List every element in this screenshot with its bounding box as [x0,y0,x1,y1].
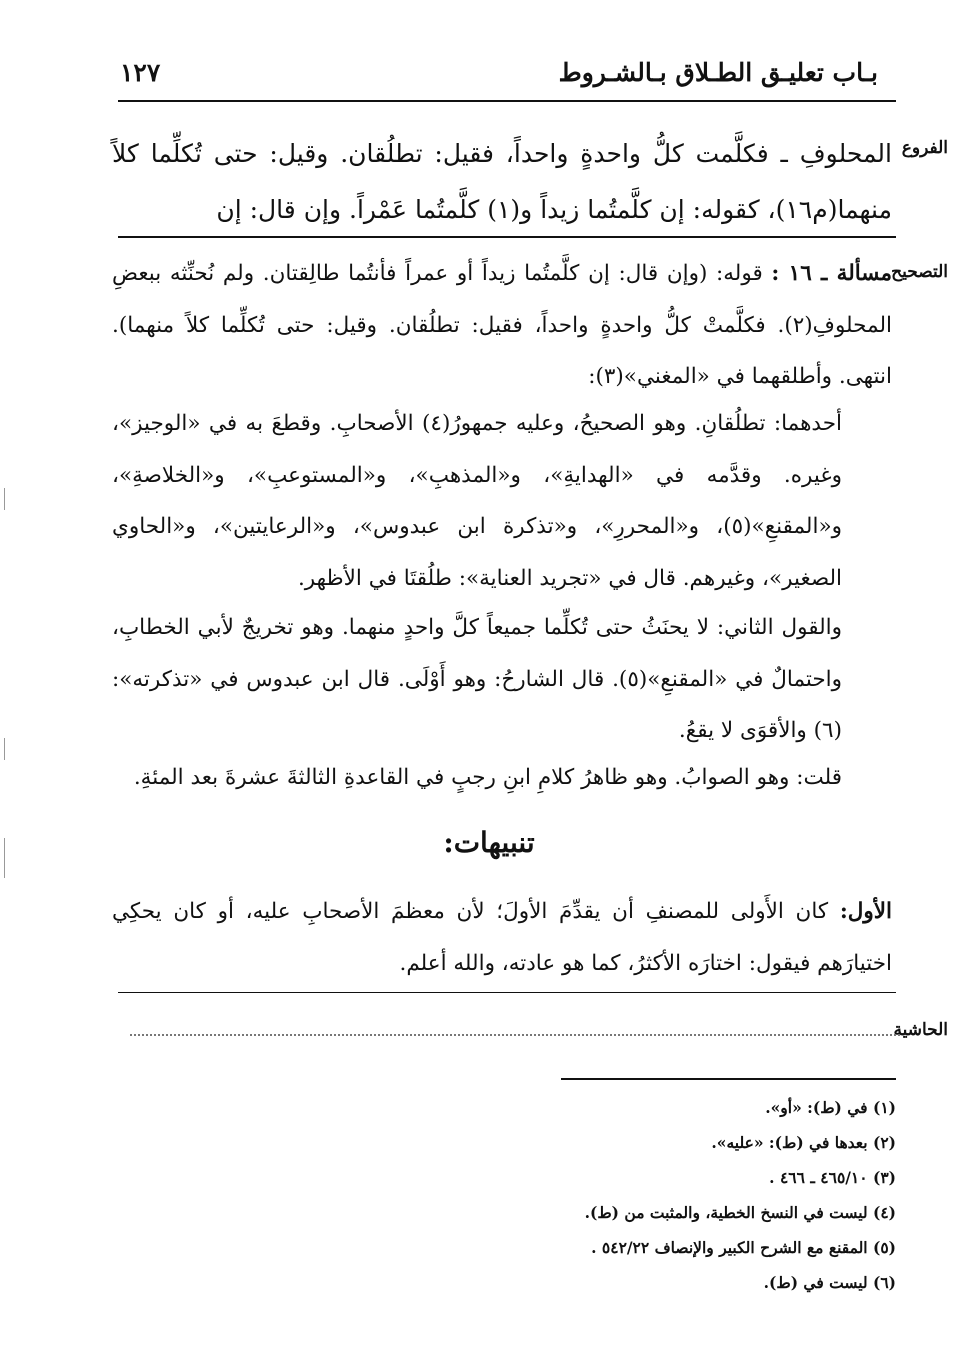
footnote-5: (٥) المقنع مع الشرح الكبير والإنصاف ٥٤٢/٢٢ . [591,1238,896,1257]
first-opinion-text: أحدهما: تطلُقانِ. وهو الصحيحُ، وعليه جمهورُ(٤) الأصحابِ. وقطعَ به في «الوجيز»، وغيره. وقدَّمه في «الهدايةِ»، و«المذهبِ»، و«المستوعبِ»، و«الخلاصةِ»، و«المقنعِ»(٥)، و«المحررِ»، و«تذكرة ابن عبدوس»، و«الرعايتين»، و«الحاوي الصغير»، وغيرهم. قال في «تجريد العناية»: طلُقتَا في الأظهر. [112,411,842,591]
tanbih-first-text: كان الأَولى للمصنفِ أن يقدِّمَ الأولَ؛ لأن معظمَ الأصحابِ عليه، أو كان يحكِي اختيارَهم فيقول: اختارَه الأكثرُ، كما هو عادته، والله أعلم. [112,899,892,976]
furu-text [112,126,892,238]
qultu-paragraph [112,752,842,804]
footnote-6: (٦) ليست في (ط). [763,1273,896,1292]
masala-paragraph [112,248,892,403]
footnote-2: (٢) بعدها في (ط): «عليه». [711,1133,896,1152]
scan-mark [4,488,5,510]
footnotes [296,1090,896,1300]
scan-mark [4,838,5,878]
footnote-rule [561,1078,896,1080]
masala-text: قوله: (وإن قال: إن كلَّمتُما زيداً أو عمراً فأنتُما طالِقتان. ولم نُحنِّثه ببعضِ المحلوفِ(٢). فكلَّمتْ كلُّ واحدةٍ واحداً، فقيل: تطلُقان. وقيل: حتى تُكلِّما كلاً منهما). انتهى. وأطلقهما في «المغني»(٣): [112,261,892,389]
margin-label-furu: الفروع [901,138,948,158]
tashih-divider [118,992,896,993]
footnote-4: (٤) ليست في النسخ الخطية، والمثبت من (ط). [584,1203,896,1222]
page-number: ١٢٧ [120,58,161,87]
header-rule [118,100,896,102]
margin-label-hashiya: الحاشية [893,1020,948,1040]
qultu-text: قلت: وهو الصوابُ. وهو ظاهرُ كلامِ ابنِ رجبٍ في القاعدةِ الثالثةَ عشرةَ بعد المئةِ. [133,765,842,790]
furu-divider [118,236,896,238]
tanbih-first-paragraph [112,886,892,989]
footnote-3: (٣) ٤٦٥/١٠ ـ ٤٦٦ . [769,1168,896,1187]
hashiya-dotted-line [130,1020,900,1036]
second-opinion-paragraph [112,602,842,757]
first-opinion-paragraph [112,398,842,604]
furu-paragraph: المحلوفِ ـ فكلَّمت كلُّ واحدةٍ واحداً، فقيل: تطلُقان. وقيل: حتى تُكلِّما كلاً منهما(م١٦)، كقوله: إن كلَّمتُما زيداً و(١) كلَّمتُما عَمْراً. وإن قال: إن [112,139,892,224]
tanbihat-heading: تنبيهات: [443,826,535,859]
tanbih-first-label: الأول: [839,899,892,924]
masala-label: مسألة ـ ١٦ : [771,261,892,286]
running-title: بـاب تعليـق الطـلاق بـالشـروط [558,58,878,87]
margin-label-tashih: التصحيح [891,262,948,282]
scan-mark [4,738,5,760]
footnote-1: (١) في (ط): «أو». [765,1098,896,1117]
running-head [120,58,878,94]
second-opinion-text: والقول الثاني: لا يحنَثُ حتى تُكلِّما جميعاً كلَّ واحدٍ منهما. وهو تخريجٌ لأبي الخطابِ، واحتمالٌ في «المقنعِ»(٥). قال الشارحُ: وهو أَوْلَى. قال ابن عبدوس في «تذكرته»: (٦) والأقوَى لا يقعُ. [112,615,843,743]
